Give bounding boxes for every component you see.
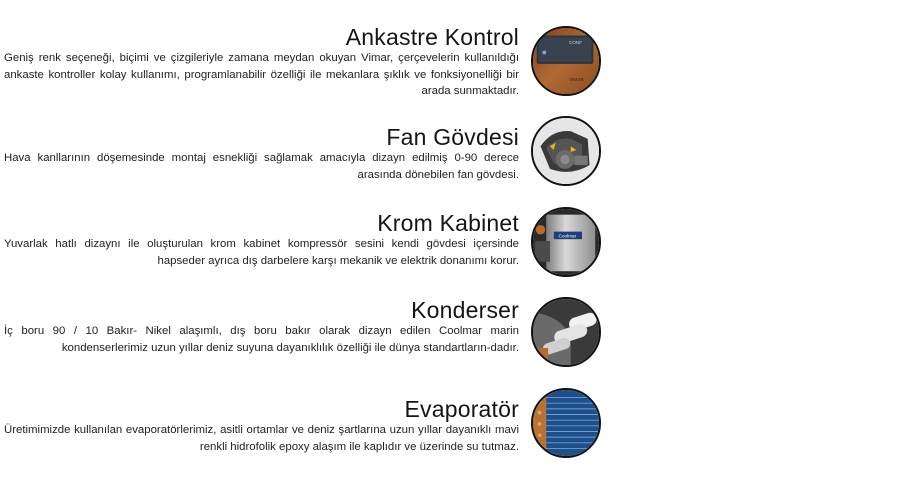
feature-title: Evaporatör xyxy=(404,396,519,422)
condenser-image xyxy=(531,297,601,367)
control-panel-image xyxy=(531,26,601,96)
feature-fan-govdesi xyxy=(0,124,610,204)
feature-konderser xyxy=(0,297,610,377)
thumb-label-vimar: VIMAR xyxy=(568,76,584,82)
feature-title: Krom Kabinet xyxy=(377,210,519,236)
feature-title: Ankastre Kontrol xyxy=(345,24,519,50)
feature-description: Geniş renk seçeneği, biçimi ve çizgileriyle zamana meydan okuyan Vimar, çerçevelerin kullanıldığı ankaste kontroller kolay kullanımı, programlanabilir özelliği ile mekanlara şıklık ve fonksiyonelliği bir arada sunmaktadır. xyxy=(4,52,519,97)
feature-text xyxy=(4,396,519,455)
chrome-cabinet-image xyxy=(531,207,601,277)
feature-description: İç boru 90 / 10 Bakır- Nikel alaşımlı, dış boru bakır olarak dizayn edilen Coolmar marin kondenserlerimiz uzun yıllar deniz suyuna dayanıklılık özelliği ile dünya standartların-dadır. xyxy=(4,325,519,354)
feature-text xyxy=(4,297,519,356)
feature-description: Hava kanllarının döşemesinde montaj esnekliği sağlamak amacıyla dizayn edilmiş 0-90 derece arasında dönebilen fan gövdesi. xyxy=(4,152,519,181)
feature-title: Konderser xyxy=(411,297,519,323)
thumb-label-conf: CONF xyxy=(568,40,583,46)
feature-description: Üretimimizde kullanılan evaporatörlerimiz, asitli ortamlar ve deniz şartlarına uzun yıllar dayanıklı mavi renkli hidrofolik epoxy alaşım ile kaplıdır ve üzerinde su tutmaz. xyxy=(4,424,519,453)
thumb-label-coolmar: Coolmar xyxy=(558,233,577,239)
feature-title: Fan Gövdesi xyxy=(386,124,519,150)
feature-text xyxy=(4,24,519,100)
feature-krom-kabinet xyxy=(0,210,610,290)
feature-ankastre-kontrol xyxy=(0,24,610,104)
evaporator-image xyxy=(531,388,601,458)
feature-evaporator xyxy=(0,396,610,476)
fan-housing-image xyxy=(531,116,601,186)
feature-text xyxy=(4,124,519,183)
feature-description: Yuvarlak hatlı dizaynı ile oluşturulan krom kabinet kompressör sesini kendi gövdesi içersinde hapseder ayrıca dış darbelere karşı mekanik ve elektrik donanımı korur. xyxy=(4,238,519,267)
feature-text xyxy=(4,210,519,269)
